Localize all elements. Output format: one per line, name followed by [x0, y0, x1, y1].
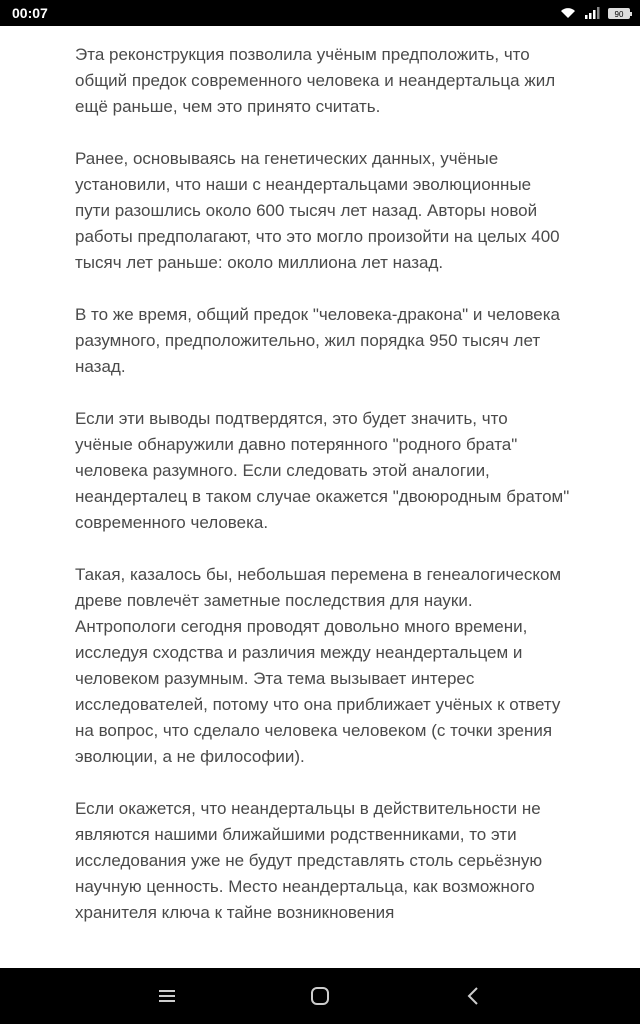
paragraph-4: Если эти выводы подтвердятся, это будет значить, что учёные обнаружили давно потерянного "родного брата" человека разумного. Если следовать этой аналогии, неандерталец в таком случае окажется "двоюродным братом" современного человека.	[75, 409, 570, 532]
signal-icon	[584, 7, 600, 19]
paragraph-3: В то же время, общий предок "человека-дракона" и человека разумного, предположительно, жил порядка 950 тысяч лет назад.	[75, 305, 561, 376]
article-content[interactable]	[0, 26, 640, 968]
paragraph-6: Если окажется, что неандертальцы в действительности не являются нашими ближайшими родственниками, то эти исследования уже не будут представлять столь серьёзную научную ценность. Место неандертальца, как возможного хранителя ключа к тайне возникновения	[75, 799, 543, 922]
status-time: 00:07	[12, 5, 48, 21]
wifi-icon	[560, 7, 576, 19]
back-icon	[466, 987, 480, 1005]
home-button[interactable]	[290, 976, 350, 1016]
status-icons	[560, 7, 630, 19]
menu-icon	[158, 989, 176, 1003]
battery-icon: 90	[608, 8, 630, 19]
home-icon	[310, 986, 330, 1006]
article-body	[0, 26, 640, 926]
status-bar	[0, 0, 640, 26]
paragraph-2: Ранее, основываясь на генетических данных, учёные установили, что наши с неандертальцами эволюционные пути разошлись около 600 тысяч лет назад. Авторы новой работы предполагают, что это могло произойти на целых 400 тысяч лет раньше: около миллиона лет назад.	[75, 149, 560, 272]
navigation-bar	[0, 968, 640, 1024]
back-button[interactable]	[443, 976, 503, 1016]
menu-button[interactable]	[137, 976, 197, 1016]
paragraph-5: Такая, казалось бы, небольшая перемена в генеалогическом древе повлечёт заметные последствия для науки. Антропологи сегодня проводят довольно много времени, исследуя сходства и различия между неандертальцем и человеком разумным. Эта тема вызывает интерес исследователей, потому что она приближает учёных к ответу на вопрос, что сделало человека человеком (с точки зрения эволюции, а не философии).	[75, 565, 562, 766]
paragraph-1: Эта реконструкция позволила учёным предположить, что общий предок современного человека и неандертальца жил ещё раньше, чем это принято считать.	[75, 45, 556, 116]
